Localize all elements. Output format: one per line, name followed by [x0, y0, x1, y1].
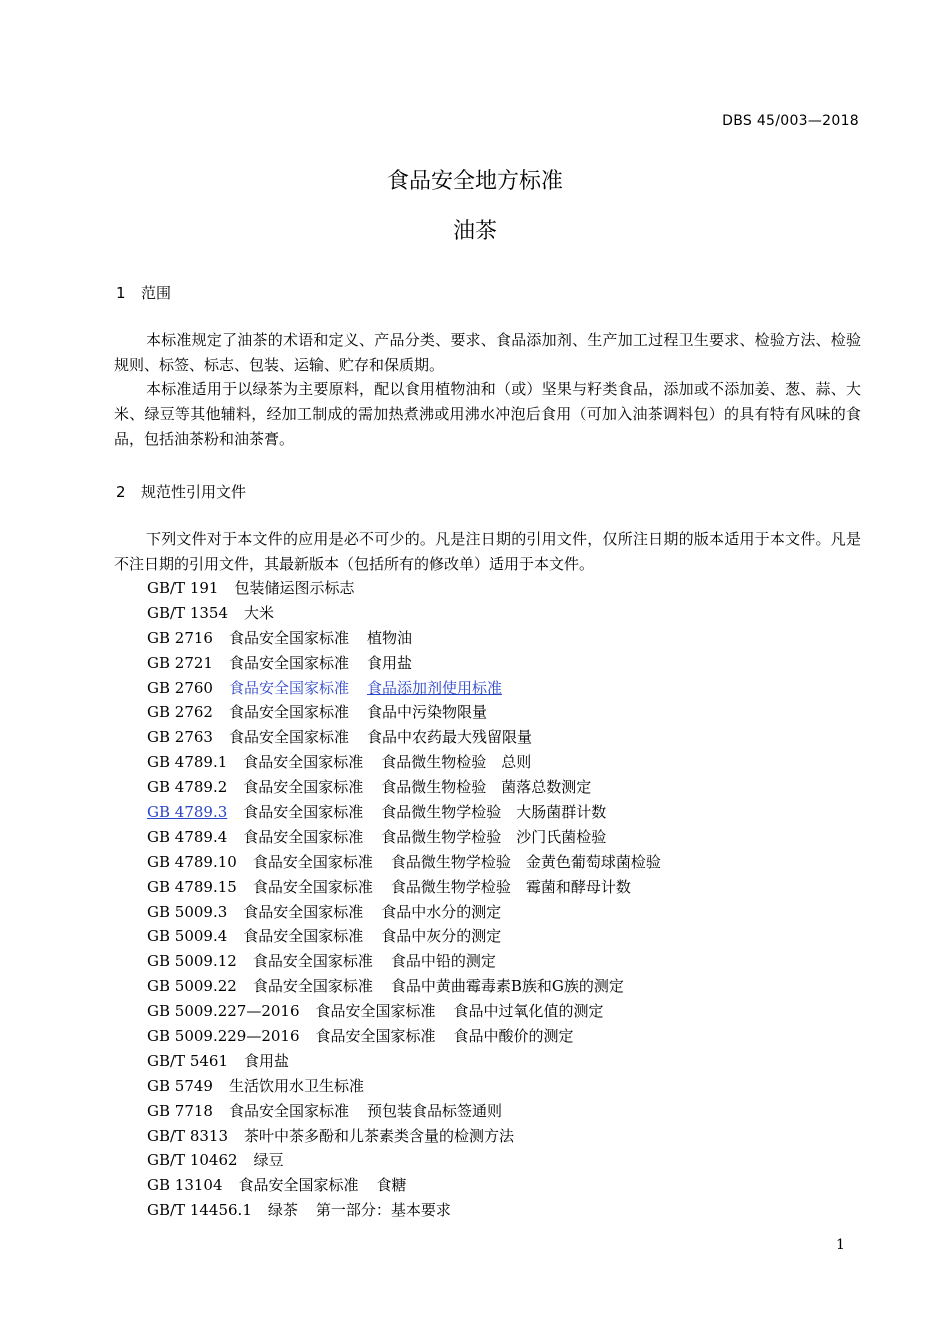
- reference-item: [147, 1148, 661, 1173]
- reference-code: GB 5009.229—2016: [147, 1027, 300, 1046]
- reference-title: 食品安全国家标准: [243, 753, 364, 772]
- reference-title: 食品安全国家标准: [228, 628, 349, 647]
- reference-code: GB/T 10462: [147, 1151, 238, 1170]
- reference-code: GB 5749: [147, 1076, 213, 1095]
- reference-title: 食品安全国家标准: [252, 852, 373, 871]
- reference-subtitle: 食品微生物学检验 沙门氏菌检验: [381, 827, 607, 846]
- reference-item: [147, 1099, 661, 1124]
- section-title: 范围: [141, 284, 172, 302]
- reference-item: [147, 800, 661, 825]
- reference-code: GB 4789.4: [147, 827, 228, 846]
- reference-subtitle: 食品中灰分的测定: [381, 927, 502, 946]
- reference-code: GB 2716: [147, 628, 213, 647]
- reference-title: 绿豆: [253, 1151, 284, 1170]
- reference-title: 食品安全国家标准: [252, 952, 373, 971]
- reference-title: 食品安全国家标准: [252, 977, 373, 996]
- reference-title: 食品安全国家标准: [243, 778, 364, 797]
- reference-subtitle: 食品中黄曲霉毒素B族和G族的测定: [390, 977, 624, 996]
- reference-item: [147, 725, 661, 750]
- reference-title: 大米: [244, 603, 275, 622]
- reference-item: [147, 1173, 661, 1198]
- reference-code: GB 4789.1: [147, 753, 228, 772]
- reference-item: [147, 750, 661, 775]
- reference-code: GB 2760: [147, 678, 213, 697]
- reference-item: [147, 601, 661, 626]
- reference-item: [147, 949, 661, 974]
- document-title: 食品安全地方标准: [386, 169, 563, 194]
- reference-code: GB 13104: [147, 1176, 223, 1195]
- reference-title: 食品安全国家标准: [252, 877, 373, 896]
- reference-item: [147, 700, 661, 725]
- reference-subtitle: 食品中过氧化值的测定: [453, 1002, 604, 1021]
- scope-paragraph: 本标准规定了油茶的术语和定义、产品分类、要求、食品添加剂、生产加工过程卫生要求、检验方法、检验规则、标签、标志、包装、运输、贮存和保质期。: [114, 331, 861, 374]
- reference-code: GB 4789.2: [147, 778, 228, 797]
- reference-item: [147, 1074, 661, 1099]
- reference-item: [147, 1124, 661, 1149]
- reference-title: 食品安全国家标准: [228, 653, 349, 672]
- reference-title: 生活饮用水卫生标准: [228, 1076, 364, 1095]
- reference-item: [147, 999, 661, 1024]
- reference-code: GB 5009.22: [147, 977, 237, 996]
- reference-item: [147, 974, 661, 999]
- reference-item: [147, 626, 661, 651]
- reference-item: [147, 1024, 661, 1049]
- page-number: 1: [836, 1237, 845, 1253]
- reference-title: 食品安全国家标准: [238, 1176, 359, 1195]
- reference-code: GB 2721: [147, 653, 213, 672]
- reference-subtitle: 食品微生物检验 菌落总数测定: [381, 778, 592, 797]
- reference-code: GB/T 191: [147, 579, 219, 597]
- reference-title: 茶叶中茶多酚和儿茶素类含量的检测方法: [244, 1126, 515, 1145]
- reference-title: 食品安全国家标准: [315, 1002, 436, 1021]
- reference-subtitle: 食品中酸价的测定: [453, 1027, 574, 1046]
- reference-code: GB/T 5461: [147, 1051, 229, 1070]
- scope-paragraph: 本标准适用于以绿茶为主要原料，配以食用植物油和（或）坚果与籽类食品，添加或不添加姜、葱、蒜、大米、绿豆等其他辅料，经加工制成的需加热煮沸或用沸水冲泡后食用（可加入油茶调料包）的具有特有风味的食品，包括油茶粉和油茶膏。: [114, 380, 861, 448]
- reference-subtitle: 食品微生物学检验 大肠菌群计数: [381, 803, 607, 822]
- reference-title: 包装储运图示标志: [234, 579, 355, 597]
- reference-subtitle: 食糖: [376, 1176, 407, 1195]
- reference-subtitle[interactable]: 食品添加剂使用标准: [366, 678, 502, 697]
- reference-code: GB/T 14456.1: [147, 1201, 252, 1220]
- reference-title: 食品安全国家标准: [315, 1027, 436, 1046]
- reference-code: GB 5009.4: [147, 927, 228, 946]
- reference-subtitle: 预包装食品标签通则: [366, 1101, 502, 1120]
- reference-item: [147, 651, 661, 676]
- reference-code: GB 5009.227—2016: [147, 1002, 300, 1021]
- reference-subtitle: 食用盐: [366, 653, 412, 672]
- normative-references-list: [147, 576, 661, 1223]
- reference-item: [147, 850, 661, 875]
- reference-item: [147, 676, 661, 701]
- section-heading-references: [116, 481, 246, 502]
- reference-subtitle: 食品中铅的测定: [390, 952, 496, 971]
- reference-title: 绿茶: [267, 1201, 298, 1220]
- reference-title: 食品安全国家标准: [243, 927, 364, 946]
- reference-code: GB 4789.15: [147, 877, 237, 896]
- reference-code: GB 2762: [147, 703, 213, 722]
- reference-code: GB 7718: [147, 1101, 213, 1120]
- reference-subtitle: 食品中污染物限量: [366, 703, 487, 722]
- section-number: 2: [116, 483, 126, 501]
- references-intro-paragraph: 下列文件对于本文件的应用是必不可少的。凡是注日期的引用文件，仅所注日期的版本适用于本文件。凡是不注日期的引用文件，其最新版本（包括所有的修改单）适用于本文件。: [114, 530, 861, 573]
- reference-code: GB 2763: [147, 728, 213, 747]
- document-code: DBS 45/003—2018: [722, 113, 859, 129]
- reference-title-link[interactable]: [229, 679, 502, 697]
- reference-subtitle: 食品中农药最大残留限量: [366, 728, 532, 747]
- reference-title: 食品安全国家标准: [243, 827, 364, 846]
- document-subtitle: 油茶: [452, 219, 497, 244]
- reference-title: 食品安全国家标准: [228, 1101, 349, 1120]
- reference-item: [147, 875, 661, 900]
- reference-code: GB/T 1354: [147, 603, 229, 622]
- reference-title: 食用盐: [244, 1051, 290, 1070]
- section-number: 1: [116, 284, 126, 302]
- reference-title: 食品安全国家标准: [228, 703, 349, 722]
- reference-item: [147, 775, 661, 800]
- reference-item: [147, 576, 661, 601]
- section-title: 规范性引用文件: [141, 483, 247, 501]
- reference-title: 食品安全国家标准: [243, 902, 364, 921]
- reference-subtitle: 食品中水分的测定: [381, 902, 502, 921]
- reference-item: [147, 1198, 661, 1223]
- reference-subtitle: 植物油: [366, 628, 412, 647]
- reference-subtitle: 食品微生物学检验 霉菌和酵母计数: [390, 877, 631, 896]
- reference-subtitle: 食品微生物学检验 金黄色葡萄球菌检验: [390, 852, 661, 871]
- reference-item: [147, 825, 661, 850]
- reference-item: [147, 900, 661, 925]
- reference-title[interactable]: 食品安全国家标准: [228, 678, 349, 697]
- reference-code-link[interactable]: GB 4789.3: [147, 803, 228, 822]
- section-heading-scope: [116, 282, 171, 303]
- reference-code: GB 5009.3: [147, 902, 228, 921]
- reference-code: GB/T 8313: [147, 1126, 229, 1145]
- reference-item: [147, 924, 661, 949]
- reference-subtitle: 第一部分：基本要求: [315, 1201, 451, 1220]
- reference-code: GB 4789.10: [147, 852, 237, 871]
- reference-subtitle: 食品微生物检验 总则: [381, 753, 532, 772]
- reference-title: 食品安全国家标准: [243, 803, 364, 822]
- reference-code: GB 5009.12: [147, 952, 237, 971]
- reference-title: 食品安全国家标准: [228, 728, 349, 747]
- reference-item: [147, 1049, 661, 1074]
